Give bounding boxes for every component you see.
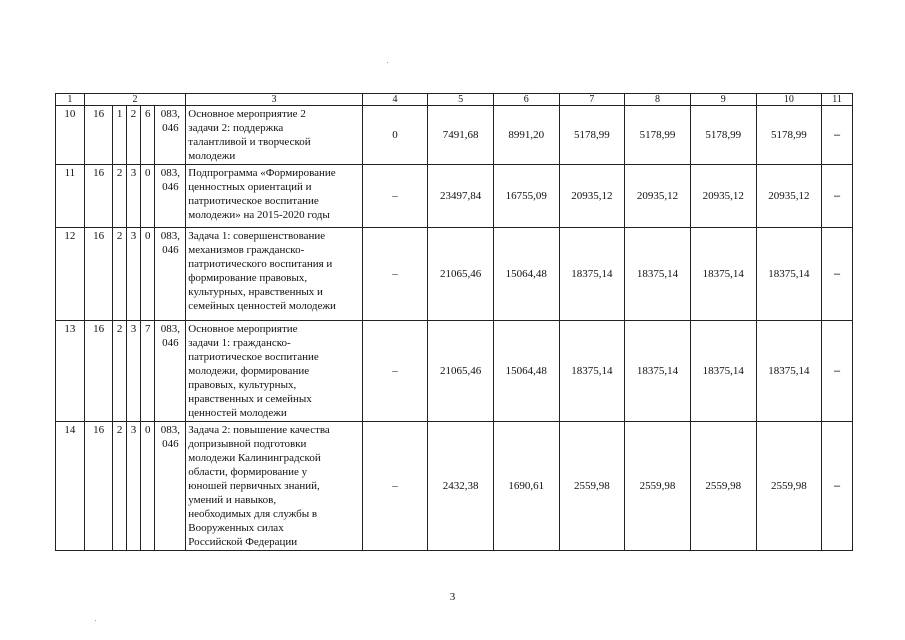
code-cell: 2 <box>126 106 140 165</box>
budget-table <box>55 93 853 551</box>
code-cell: 3 <box>126 228 140 321</box>
header-cell: 7 <box>559 94 625 106</box>
scan-speck <box>387 62 388 63</box>
value-cell: 5178,99 <box>756 106 822 165</box>
value-cell: – <box>362 165 428 228</box>
value-cell: – <box>822 165 853 228</box>
header-cell: 11 <box>822 94 853 106</box>
kbk-cell: 083, 046 <box>155 228 186 321</box>
header-cell: 4 <box>362 94 428 106</box>
value-cell: 5178,99 <box>625 106 691 165</box>
code-cell: 6 <box>141 106 155 165</box>
name-cell: Подпрограмма «Формирование ценностных ориентаций и патриотическое воспитание молодежи» на 2015-2020 годы <box>186 165 362 228</box>
value-cell: 21065,46 <box>428 228 494 321</box>
code-cell: 2 <box>113 422 126 551</box>
value-cell: 18375,14 <box>690 321 756 422</box>
value-cell: 18375,14 <box>756 228 822 321</box>
value-cell: 2432,38 <box>428 422 494 551</box>
code-cell: 0 <box>141 165 155 228</box>
header-cell: 6 <box>493 94 559 106</box>
value-cell: 2559,98 <box>756 422 822 551</box>
value-cell: 2559,98 <box>625 422 691 551</box>
name-cell: Основное мероприятие 2 задачи 2: поддержка талантливой и творческой молодежи <box>186 106 362 165</box>
header-cell: 5 <box>428 94 494 106</box>
header-cell: 3 <box>186 94 362 106</box>
value-cell: – <box>822 228 853 321</box>
kbk-cell: 083, 046 <box>155 321 186 422</box>
row-number-cell: 12 <box>56 228 85 321</box>
value-cell: 21065,46 <box>428 321 494 422</box>
value-cell: 18375,14 <box>756 321 822 422</box>
code-cell: 16 <box>84 165 113 228</box>
value-cell: 2559,98 <box>690 422 756 551</box>
header-cell: 1 <box>56 94 85 106</box>
value-cell: 16755,09 <box>493 165 559 228</box>
table-row <box>56 422 853 551</box>
header-cell: 9 <box>690 94 756 106</box>
row-number-cell: 13 <box>56 321 85 422</box>
value-cell: 18375,14 <box>559 321 625 422</box>
code-cell: 16 <box>84 422 113 551</box>
code-cell: 16 <box>84 106 113 165</box>
header-row <box>56 94 853 106</box>
value-cell: 18375,14 <box>690 228 756 321</box>
value-cell: 5178,99 <box>559 106 625 165</box>
value-cell: 2559,98 <box>559 422 625 551</box>
value-cell: 20935,12 <box>756 165 822 228</box>
value-cell: 20935,12 <box>559 165 625 228</box>
row-number-cell: 10 <box>56 106 85 165</box>
value-cell: – <box>362 321 428 422</box>
value-cell: 0 <box>362 106 428 165</box>
kbk-cell: 083, 046 <box>155 165 186 228</box>
value-cell: – <box>362 228 428 321</box>
value-cell: – <box>362 422 428 551</box>
table-row <box>56 165 853 228</box>
value-cell: 15064,48 <box>493 321 559 422</box>
value-cell: – <box>822 422 853 551</box>
kbk-cell: 083, 046 <box>155 422 186 551</box>
value-cell: 20935,12 <box>625 165 691 228</box>
code-cell: 7 <box>141 321 155 422</box>
row-number-cell: 11 <box>56 165 85 228</box>
value-cell: – <box>822 106 853 165</box>
value-cell: 5178,99 <box>690 106 756 165</box>
row-number-cell: 14 <box>56 422 85 551</box>
code-cell: 16 <box>84 321 113 422</box>
code-cell: 0 <box>141 422 155 551</box>
name-cell: Задача 2: повышение качества допризывной подготовки молодежи Калининградской области, формирование у юношей первичных знаний, умений и навыков, необходимых для службы в Вооруженных силах Российской Федерации <box>186 422 362 551</box>
code-cell: 3 <box>126 321 140 422</box>
scan-speck <box>95 620 96 621</box>
code-cell: 2 <box>113 165 126 228</box>
page-number: 3 <box>449 591 456 603</box>
code-cell: 3 <box>126 165 140 228</box>
value-cell: 15064,48 <box>493 228 559 321</box>
code-cell: 0 <box>141 228 155 321</box>
code-cell: 3 <box>126 422 140 551</box>
value-cell: – <box>822 321 853 422</box>
header-cell: 8 <box>625 94 691 106</box>
header-cell: 2 <box>84 94 186 106</box>
value-cell: 18375,14 <box>625 228 691 321</box>
table-row <box>56 106 853 165</box>
code-cell: 2 <box>113 228 126 321</box>
table-row <box>56 321 853 422</box>
value-cell: 8991,20 <box>493 106 559 165</box>
value-cell: 20935,12 <box>690 165 756 228</box>
value-cell: 1690,61 <box>493 422 559 551</box>
code-cell: 16 <box>84 228 113 321</box>
code-cell: 2 <box>113 321 126 422</box>
header-cell: 10 <box>756 94 822 106</box>
value-cell: 18375,14 <box>625 321 691 422</box>
name-cell: Задача 1: совершенствование механизмов гражданско- патриотического воспитания и формирование правовых, культурных, нравственных и семейных ценностей молодежи <box>186 228 362 321</box>
code-cell: 1 <box>113 106 126 165</box>
value-cell: 7491,68 <box>428 106 494 165</box>
table-row <box>56 228 853 321</box>
value-cell: 23497,84 <box>428 165 494 228</box>
table-body <box>56 94 853 551</box>
kbk-cell: 083, 046 <box>155 106 186 165</box>
name-cell: Основное мероприятие задачи 1: гражданско- патриотическое воспитание молодежи, формирование правовых, культурных, нравственных и семейных ценностей молодежи <box>186 321 362 422</box>
value-cell: 18375,14 <box>559 228 625 321</box>
